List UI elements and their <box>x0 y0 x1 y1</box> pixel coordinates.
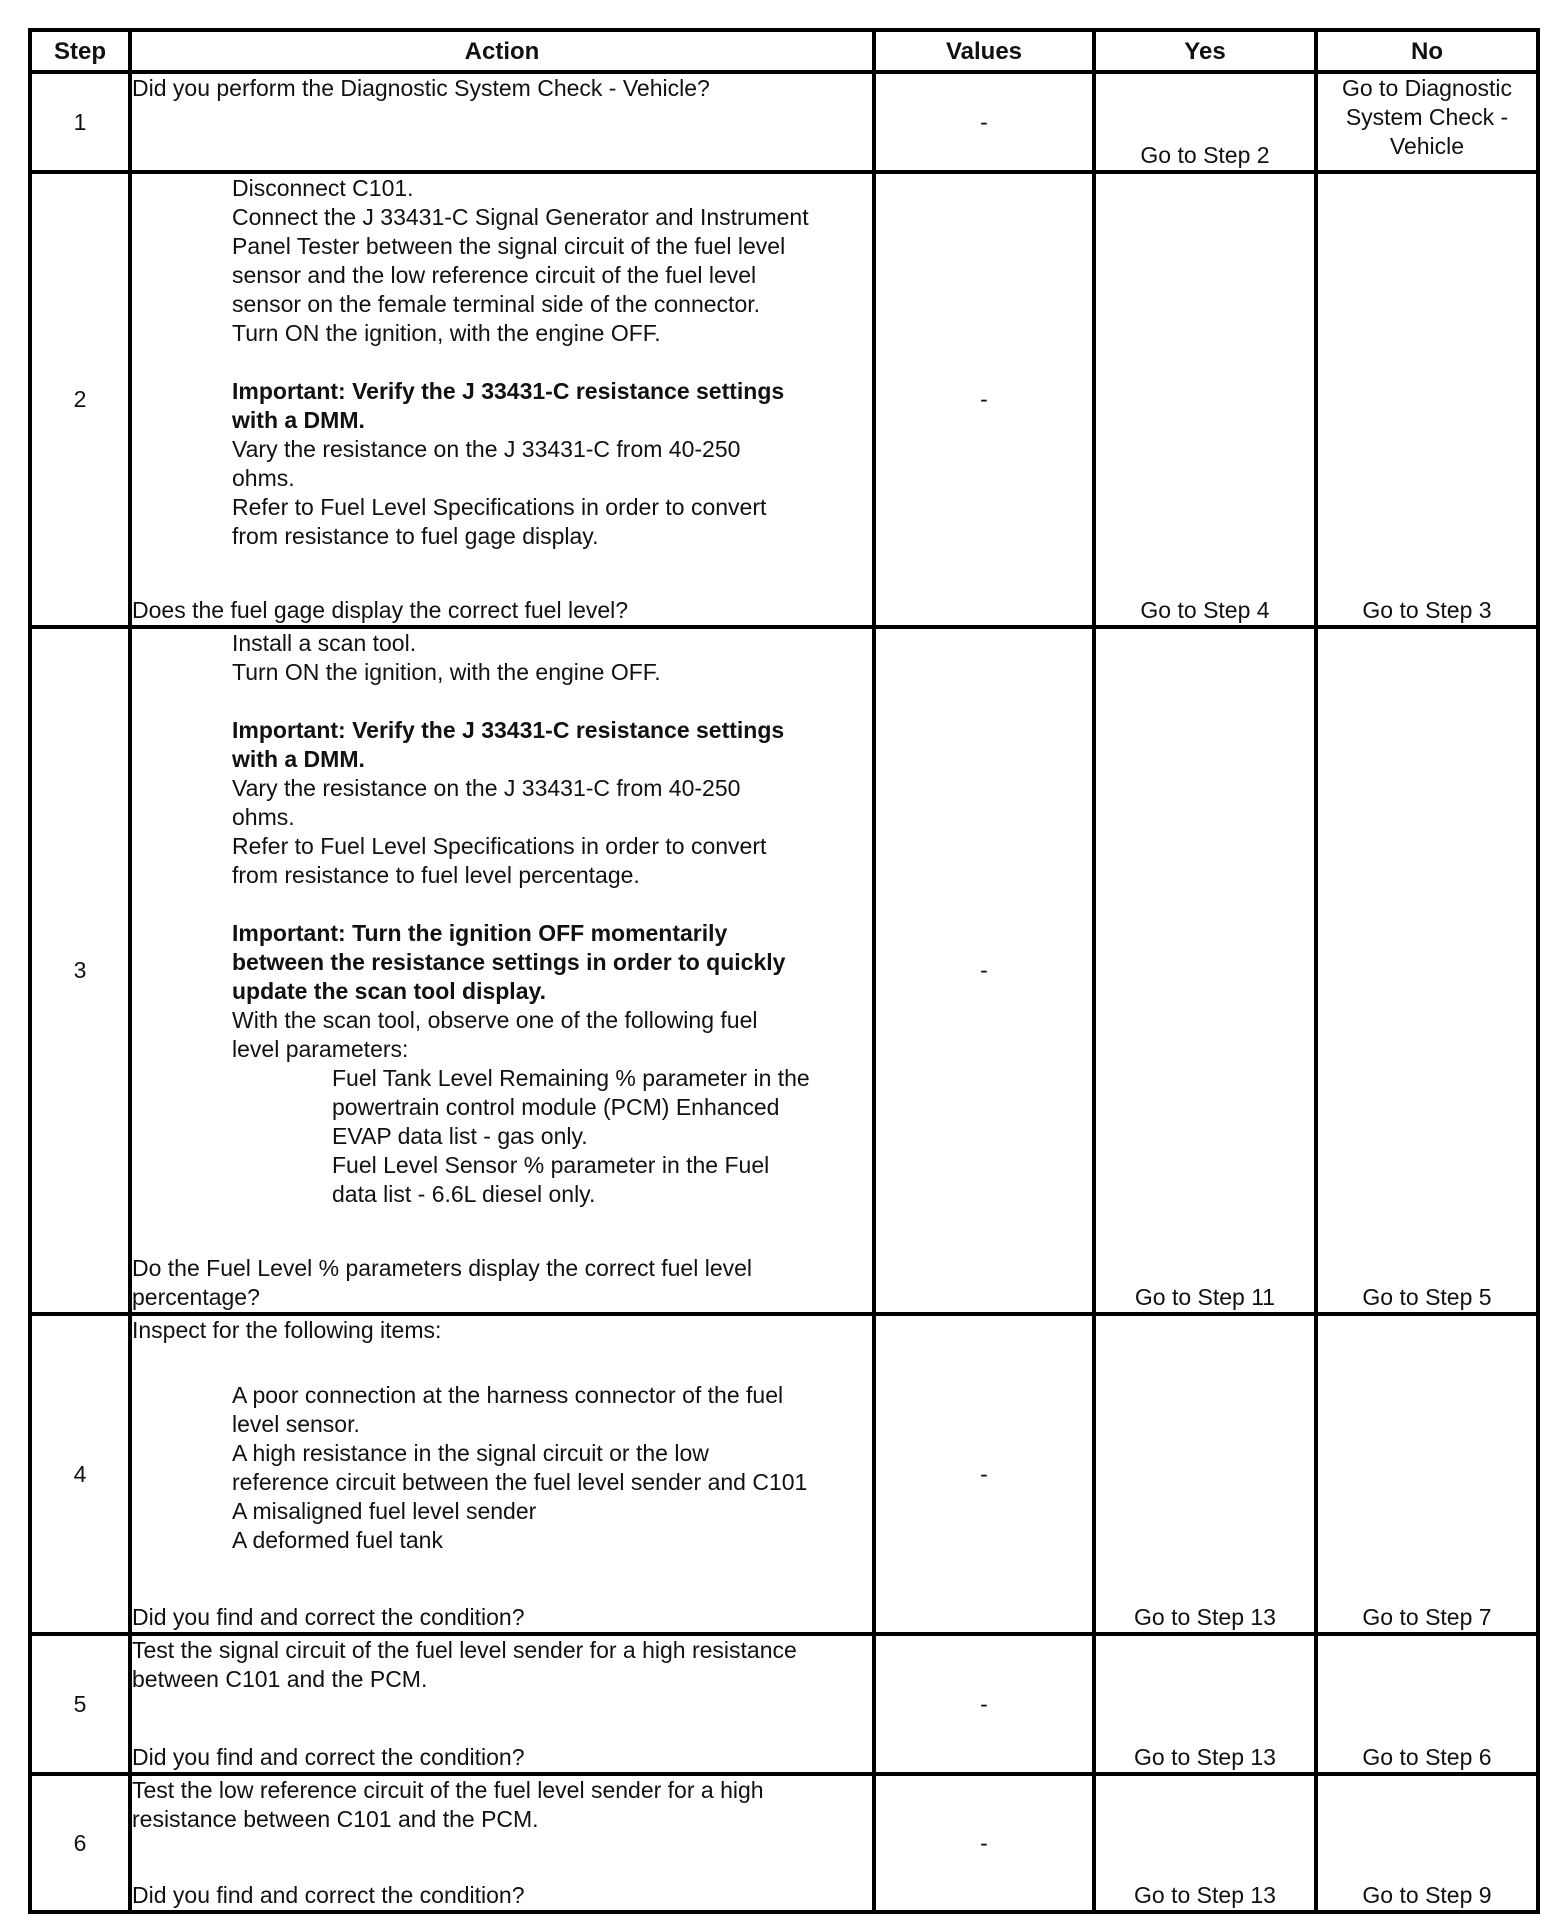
header-no: No <box>1316 30 1538 72</box>
action-text: resistance between C101 and the PCM. <box>132 1806 539 1832</box>
action-text: Disconnect C101. <box>232 175 414 201</box>
no-cell: Go to Step 5 <box>1316 627 1538 1314</box>
action-cell <box>130 627 874 1314</box>
table-row <box>30 627 1538 1314</box>
question-text: percentage? <box>132 1284 260 1310</box>
no-cell: Go to Step 3 <box>1316 172 1538 627</box>
important-note: with a DMM. <box>232 407 365 433</box>
action-cell <box>130 172 874 627</box>
action-text: Inspect for the following items: <box>132 1317 442 1343</box>
diagnostic-table <box>28 28 1540 1914</box>
table-row <box>30 1634 1538 1774</box>
table-row <box>30 1314 1538 1634</box>
important-note: with a DMM. <box>232 746 365 772</box>
no-cell <box>1316 72 1538 172</box>
parameter-item: Fuel Tank Level Remaining % parameter in the <box>332 1065 810 1091</box>
table-row <box>30 172 1538 627</box>
values-cell: - <box>874 72 1094 172</box>
action-cell <box>130 72 874 172</box>
action-text: from resistance to fuel gage display. <box>232 523 599 549</box>
no-text: Go to Diagnostic <box>1341 75 1513 101</box>
action-text: ohms. <box>232 465 295 491</box>
action-text: Did you perform the Diagnostic System Check - Vehicle? <box>132 75 710 101</box>
action-text: sensor on the female terminal side of the connector. <box>232 291 761 317</box>
important-note: Important: Verify the J 33431-C resistance settings <box>232 717 785 743</box>
inspect-item: reference circuit between the fuel level sender and C101 <box>232 1469 808 1495</box>
parameter-item: powertrain control module (PCM) Enhanced <box>332 1094 780 1120</box>
header-action: Action <box>130 30 874 72</box>
inspect-item: A deformed fuel tank <box>232 1527 443 1553</box>
header-yes: Yes <box>1094 30 1316 72</box>
question-text: Did you find and correct the condition? <box>132 1882 525 1908</box>
parameter-item: data list - 6.6L diesel only. <box>332 1181 596 1207</box>
action-text: between C101 and the PCM. <box>132 1666 428 1692</box>
inspect-item: level sensor. <box>232 1411 360 1437</box>
action-text: ohms. <box>232 804 295 830</box>
step-number: 4 <box>30 1314 130 1634</box>
values-cell: - <box>874 172 1094 627</box>
inspect-item: A high resistance in the signal circuit or the low <box>232 1440 709 1466</box>
important-note: between the resistance settings in order to quickly <box>232 949 786 975</box>
action-text: Panel Tester between the signal circuit of the fuel level <box>232 233 786 259</box>
step-number: 5 <box>30 1634 130 1774</box>
inspect-item: A poor connection at the harness connector of the fuel <box>232 1382 784 1408</box>
no-text: System Check - <box>1345 104 1509 130</box>
action-text: Test the signal circuit of the fuel level sender for a high resistance <box>132 1637 797 1663</box>
no-cell: Go to Step 7 <box>1316 1314 1538 1634</box>
inspect-item: A misaligned fuel level sender <box>232 1498 537 1524</box>
no-cell: Go to Step 6 <box>1316 1634 1538 1774</box>
yes-cell: Go to Step 13 <box>1094 1774 1316 1912</box>
action-cell <box>130 1634 874 1774</box>
values-cell: - <box>874 1314 1094 1634</box>
no-cell: Go to Step 9 <box>1316 1774 1538 1912</box>
action-text: Test the low reference circuit of the fuel level sender for a high <box>132 1777 764 1803</box>
values-cell: - <box>874 627 1094 1314</box>
action-text: Turn ON the ignition, with the engine OFF. <box>232 320 661 346</box>
action-text: Connect the J 33431-C Signal Generator and Instrument <box>232 204 809 230</box>
question-text: Does the fuel gage display the correct fuel level? <box>132 597 629 623</box>
values-cell: - <box>874 1634 1094 1774</box>
header-step: Step <box>30 30 130 72</box>
important-note: Important: Verify the J 33431-C resistance settings <box>232 378 785 404</box>
action-text: level parameters: <box>232 1036 409 1062</box>
step-number: 1 <box>30 72 130 172</box>
action-cell <box>130 1314 874 1634</box>
yes-cell: Go to Step 13 <box>1094 1314 1316 1634</box>
action-cell <box>130 1774 874 1912</box>
step-number: 3 <box>30 627 130 1314</box>
action-text: Refer to Fuel Level Specifications in order to convert <box>232 833 767 859</box>
step-number: 2 <box>30 172 130 627</box>
yes-cell: Go to Step 13 <box>1094 1634 1316 1774</box>
important-note: update the scan tool display. <box>232 978 546 1004</box>
header-values: Values <box>874 30 1094 72</box>
header-row <box>30 30 1538 72</box>
action-text: Refer to Fuel Level Specifications in order to convert <box>232 494 767 520</box>
no-text: Vehicle <box>1389 133 1465 159</box>
action-text: from resistance to fuel level percentage. <box>232 862 640 888</box>
yes-cell: Go to Step 2 <box>1094 72 1316 172</box>
question-text: Did you find and correct the condition? <box>132 1604 525 1630</box>
question-text: Do the Fuel Level % parameters display the correct fuel level <box>132 1255 753 1281</box>
action-text: Turn ON the ignition, with the engine OFF. <box>232 659 661 685</box>
action-text: sensor and the low reference circuit of the fuel level <box>232 262 757 288</box>
values-cell: - <box>874 1774 1094 1912</box>
step-number: 6 <box>30 1774 130 1912</box>
parameter-item: EVAP data list - gas only. <box>332 1123 588 1149</box>
question-text: Did you find and correct the condition? <box>132 1744 525 1770</box>
yes-cell: Go to Step 11 <box>1094 627 1316 1314</box>
table-row <box>30 1774 1538 1912</box>
table-row <box>30 72 1538 172</box>
important-note: Important: Turn the ignition OFF momentarily <box>232 920 728 946</box>
action-text: Vary the resistance on the J 33431-C from 40-250 <box>232 775 741 801</box>
action-text: With the scan tool, observe one of the following fuel <box>232 1007 758 1033</box>
parameter-item: Fuel Level Sensor % parameter in the Fuel <box>332 1152 770 1178</box>
yes-cell: Go to Step 4 <box>1094 172 1316 627</box>
action-text: Install a scan tool. <box>232 630 417 656</box>
action-text: Vary the resistance on the J 33431-C from 40-250 <box>232 436 741 462</box>
